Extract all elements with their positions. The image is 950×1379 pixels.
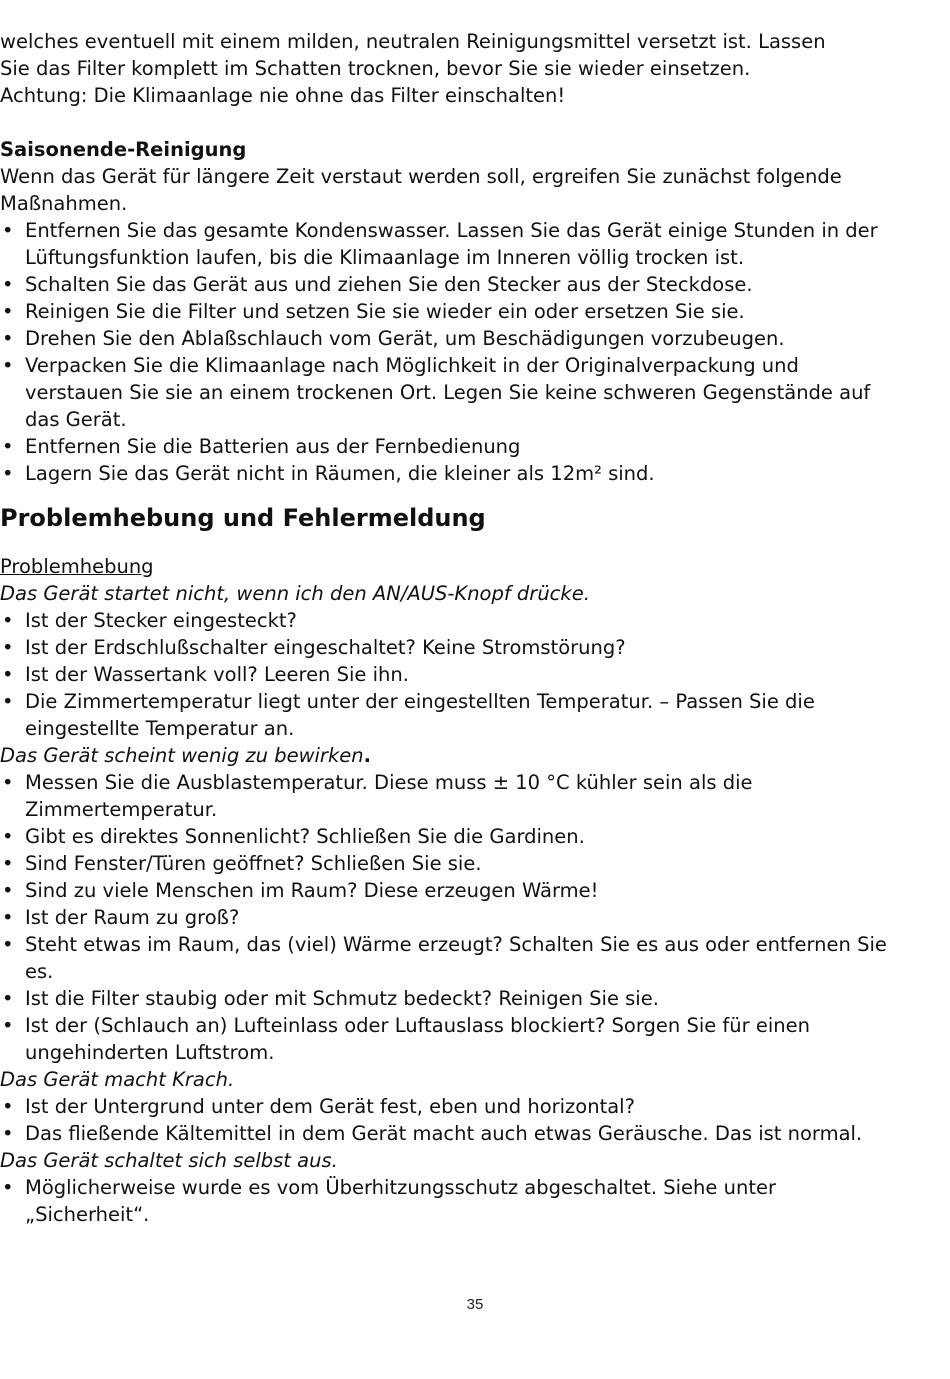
saison-intro: Wenn das Gerät für längere Zeit verstaut werden soll, ergreifen Sie zunächst folgende Maßnahmen. [0,165,842,215]
page-number: 35 [466,1296,484,1313]
section-heading: Problemhebung und Fehlermeldung [0,504,486,532]
list-item: • Sind zu viele Menschen im Raum? Diese erzeugen Wärme! [0,877,890,904]
list-item: • Die Zimmertemperatur liegt unter der eingestellten Temperatur. – Passen Sie die eingestellte Temperatur an. [0,688,890,742]
list-item: • Entfernen Sie die Batterien aus der Fernbedienung [0,433,890,460]
list-item: • Messen Sie die Ausblastemperatur. Diese muss ± 10 °C kühler sein als die Zimmertemperatur. [0,769,890,823]
question-2-list [0,769,890,1066]
intro-line: welches eventuell mit einem milden, neutralen Reinigungsmittel versetzt ist. Lassen [0,30,826,53]
spacer [0,535,890,553]
saison-list [0,217,890,487]
question-4-list [0,1174,890,1228]
saison-heading: Saisonende-Reinigung [0,138,247,161]
spacer [0,109,890,136]
list-item: • Ist der Untergrund unter dem Gerät fest, eben und horizontal? [0,1093,890,1120]
question-2-line [0,742,890,769]
document-page [0,28,890,1228]
intro-line: Sie das Filter komplett im Schatten trocknen, bevor Sie sie wieder einsetzen. [0,57,751,80]
list-item: • Gibt es direktes Sonnenlicht? Schließen Sie die Gardinen. [0,823,890,850]
list-item: • Ist die Filter staubig oder mit Schmutz bedeckt? Reinigen Sie sie. [0,985,890,1012]
list-item: • Ist der Raum zu groß? [0,904,890,931]
list-item: • Lagern Sie das Gerät nicht in Räumen, die kleiner als 12m² sind. [0,460,890,487]
list-item: • Sind Fenster/Türen geöffnet? Schließen Sie sie. [0,850,890,877]
list-item: • Möglicherweise wurde es vom Überhitzungsschutz abgeschaltet. Siehe unter „Sicherheit“. [0,1174,890,1228]
question-4: Das Gerät schaltet sich selbst aus. [0,1149,338,1172]
question-2: Das Gerät scheint wenig zu bewirken [0,744,364,767]
question-1-list [0,607,890,742]
list-item: • Entfernen Sie das gesamte Kondenswasser. Lassen Sie das Gerät einige Stunden in der Lüftungsfunktion laufen, bis die Klimaanlage im Inneren völlig trocken ist. [0,217,890,271]
list-item: • Verpacken Sie die Klimaanlage nach Möglichkeit in der Originalverpackung und verstauen Sie sie an einem trockenen Ort. Legen Sie keine schweren Gegenstände auf das Gerät. [0,352,890,433]
list-item: • Ist der Wassertank voll? Leeren Sie ihn. [0,661,890,688]
intro-line: Achtung: Die Klimaanlage nie ohne das Filter einschalten! [0,84,566,107]
list-item: • Das fließende Kältemittel in dem Gerät macht auch etwas Geräusche. Das ist normal. [0,1120,890,1147]
question-3: Das Gerät macht Krach. [0,1068,235,1091]
list-item: • Schalten Sie das Gerät aus und ziehen Sie den Stecker aus der Steckdose. [0,271,890,298]
question-3-list [0,1093,890,1147]
question-2-period: . [363,744,372,767]
list-item: • Ist der Stecker eingesteckt? [0,607,890,634]
list-item: • Ist der (Schlauch an) Lufteinlass oder Luftauslass blockiert? Sorgen Sie für einen ungehinderten Luftstrom. [0,1012,890,1066]
question-1: Das Gerät startet nicht, wenn ich den AN/AUS-Knopf drücke. [0,582,590,605]
subheading: Problemhebung [0,555,154,578]
list-item: • Ist der Erdschlußschalter eingeschaltet? Keine Stromstörung? [0,634,890,661]
list-item: • Drehen Sie den Ablaßschlauch vom Gerät, um Beschädigungen vorzubeugen. [0,325,890,352]
list-item: • Steht etwas im Raum, das (viel) Wärme erzeugt? Schalten Sie es aus oder entfernen Sie es. [0,931,890,985]
list-item: • Reinigen Sie die Filter und setzen Sie sie wieder ein oder ersetzen Sie sie. [0,298,890,325]
